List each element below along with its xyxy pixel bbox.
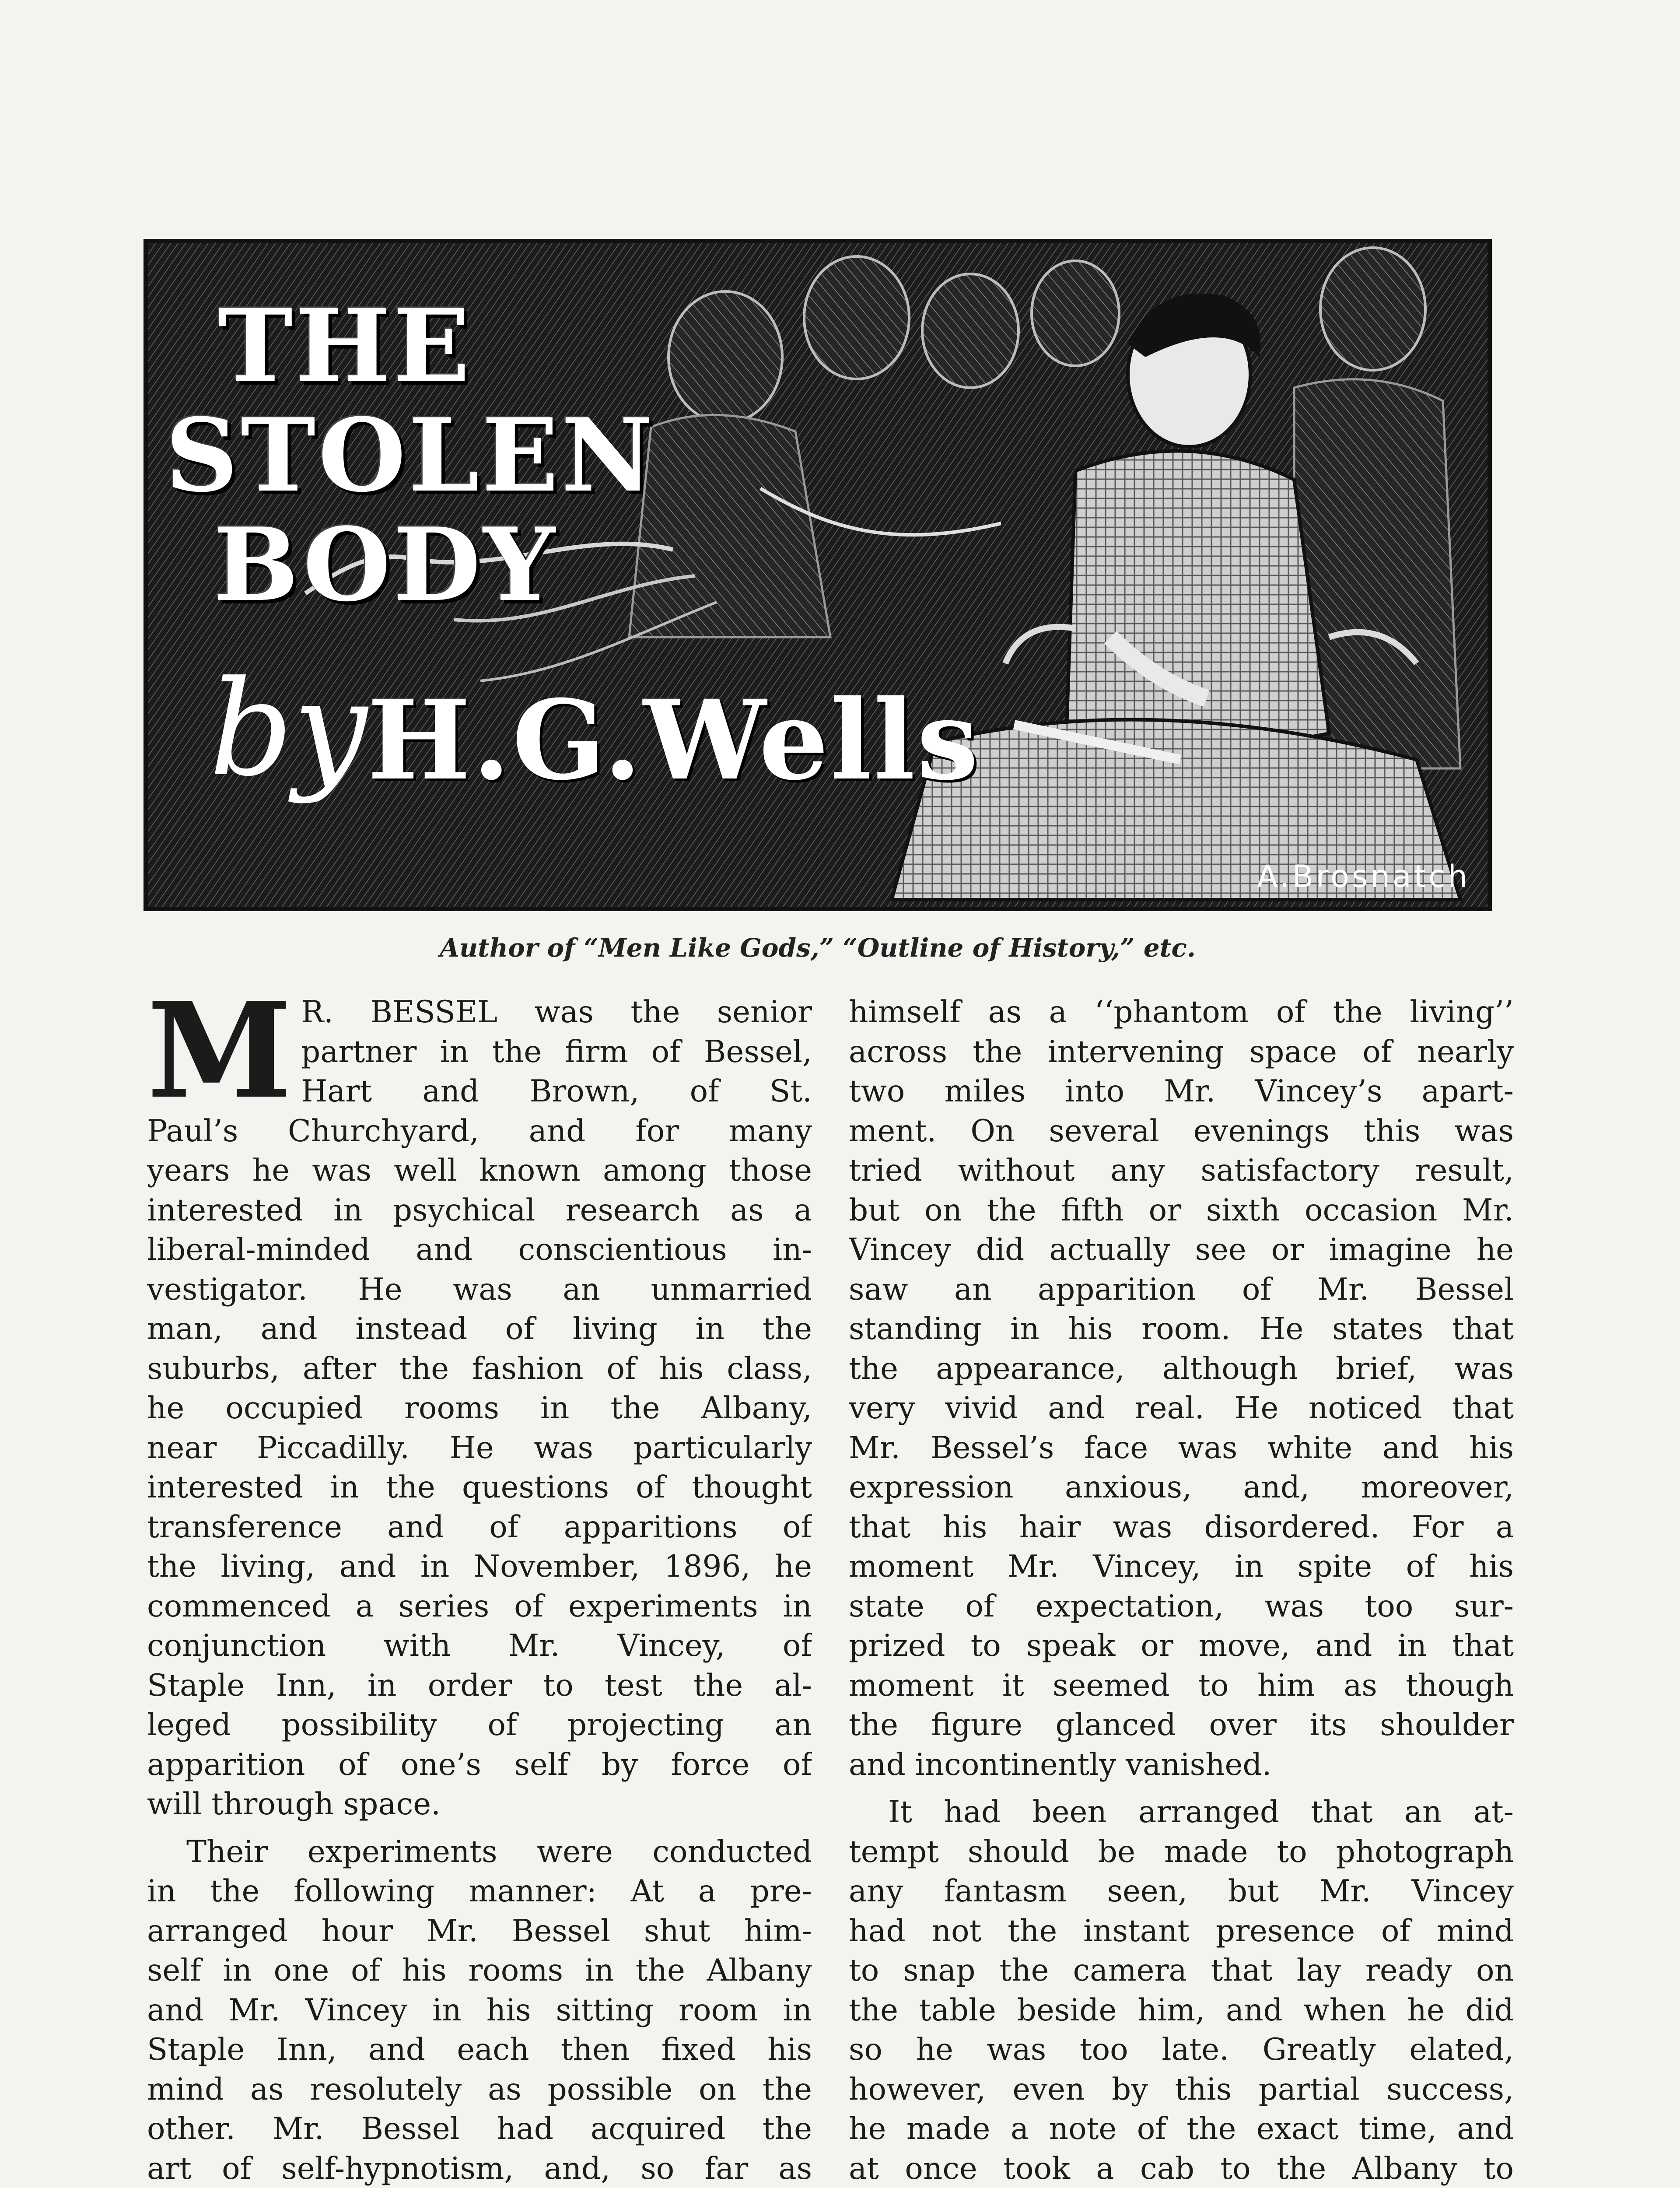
text-line: mind as resolutely as possible on the [147,2072,812,2107]
text-line: ment. On several evenings this was [849,1113,1514,1149]
text-line: very vivid and real. He noticed that [849,1391,1514,1426]
text-line: apparition of one’s self by force of [147,1747,812,1782]
paragraph-body [147,1112,812,1824]
text-line: tempt should be made to photograph [849,1834,1514,1869]
text-line: had not the instant presence of mind [849,1913,1514,1949]
header-illustration [144,239,1492,911]
byline [209,652,980,805]
text-line: so he was too late. Greatly elated, [849,2032,1514,2067]
text-line: but on the fifth or sixth occasion Mr. [849,1192,1514,1228]
text-line: Staple Inn, and each then fixed his [147,2032,812,2067]
text-line: saw an apparition of Mr. Bessel [849,1272,1514,1307]
text-line: Mr. Bessel’s face was white and his [849,1430,1514,1466]
article-column-left [147,973,812,2188]
text-line: interested in the questions of thought [147,1470,812,1505]
title-line-3: BODY [214,506,558,624]
text-line: liberal-minded and conscientious in- [147,1232,812,1267]
text-line: other. Mr. Bessel had acquired the [147,2111,812,2146]
text-line: partner in the firm of Bessel, [301,1034,812,1069]
text-line: prized to speak or move, and in that [849,1628,1514,1663]
text-line: Staple Inn, in order to test the al- [147,1668,812,1703]
text-line: near Piccadilly. He was particularly [147,1430,812,1466]
text-line: the figure glanced over its shoulder [849,1708,1514,1743]
text-line: suburbs, after the fashion of his class, [147,1351,812,1386]
text-line: transference and of apparitions of [147,1509,812,1545]
text-line: the appearance, although brief, was [849,1351,1514,1386]
text-line: man, and instead of living in the [147,1311,812,1346]
author-caption: Author of “Men Like Gods,” “Outline of History,” etc. [439,933,1196,963]
text-line: Their experiments were conducted [186,1834,812,1869]
text-line: art of self-hypnotism, and, so far as [147,2151,812,2186]
text-line: expression anxious, and, moreover, [849,1470,1514,1505]
text-line: at once took a cab to the Albany to [849,2151,1514,2186]
text-line: vestigator. He was an unmarried [147,1272,812,1307]
text-line: Vincey did actually see or imagine he [849,1232,1514,1267]
text-line: R. BESSEL was the senior [301,995,812,1030]
text-line: moment it seemed to him as though [849,1668,1514,1703]
title-line-2: STOLEN [165,396,656,515]
text-line: commenced a series of experiments in [147,1588,812,1624]
byline-prefix: by [209,652,368,805]
text-line: leged possibility of projecting an [147,1708,812,1743]
text-line: Paul’s Churchyard, and for many [147,1113,812,1149]
text-line: It had been arranged that an at- [888,1795,1514,1830]
text-line: the living, and in November, 1896, he [147,1549,812,1584]
text-line: years he was well known among those [147,1153,812,1188]
text-line: that his hair was disordered. For a [849,1509,1514,1545]
text-line: arranged hour Mr. Bessel shut him- [147,1913,812,1949]
opening-paragraph [147,973,812,1824]
text-line: the table beside him, and when he did [849,1992,1514,2028]
text-line: conjunction with Mr. Vincey, of [147,1628,812,1663]
text-line: state of expectation, was too sur- [849,1588,1514,1624]
text-line: will through space. [147,1787,441,1822]
text-line: interested in psychical research as a [147,1192,812,1228]
text-line: standing in his room. He states that [849,1311,1514,1346]
drop-cap: M [147,973,293,1128]
text-line: and Mr. Vincey in his sitting room in [147,1992,812,2028]
text-line: self in one of his rooms in the Albany [147,1953,812,1988]
text-line: Hart and Brown, of St. [301,1074,812,1109]
text-line: across the intervening space of nearly [849,1034,1514,1069]
text-line: tried without any satisfactory result, [849,1153,1514,1188]
text-line: he made a note of the exact time, and [849,2111,1514,2146]
text-line: he occupied rooms in the Albany, [147,1391,812,1426]
text-line: any fantasm seen, but Mr. Vincey [849,1874,1514,1909]
author-name: H.G.Wells [367,676,980,804]
article-column-right [849,992,1514,2188]
title-line-1: THE [218,287,472,405]
text-line: in the following manner: At a pre- [147,1874,812,1909]
text-line: and incontinently vanished. [849,1747,1272,1782]
paragraph [849,992,1514,1785]
text-line: himself as a ‘‘phantom of the living’’ [849,995,1514,1030]
text-line: two miles into Mr. Vincey’s apart- [849,1074,1514,1109]
text-line: to snap the camera that lay ready on [849,1953,1514,1988]
paragraph [147,1832,812,2188]
artist-signature: A.Brosnatch [1256,859,1470,894]
text-line: however, even by this partial success, [849,2072,1514,2107]
paragraph [849,1792,1514,2188]
text-line: moment Mr. Vincey, in spite of his [849,1549,1514,1584]
